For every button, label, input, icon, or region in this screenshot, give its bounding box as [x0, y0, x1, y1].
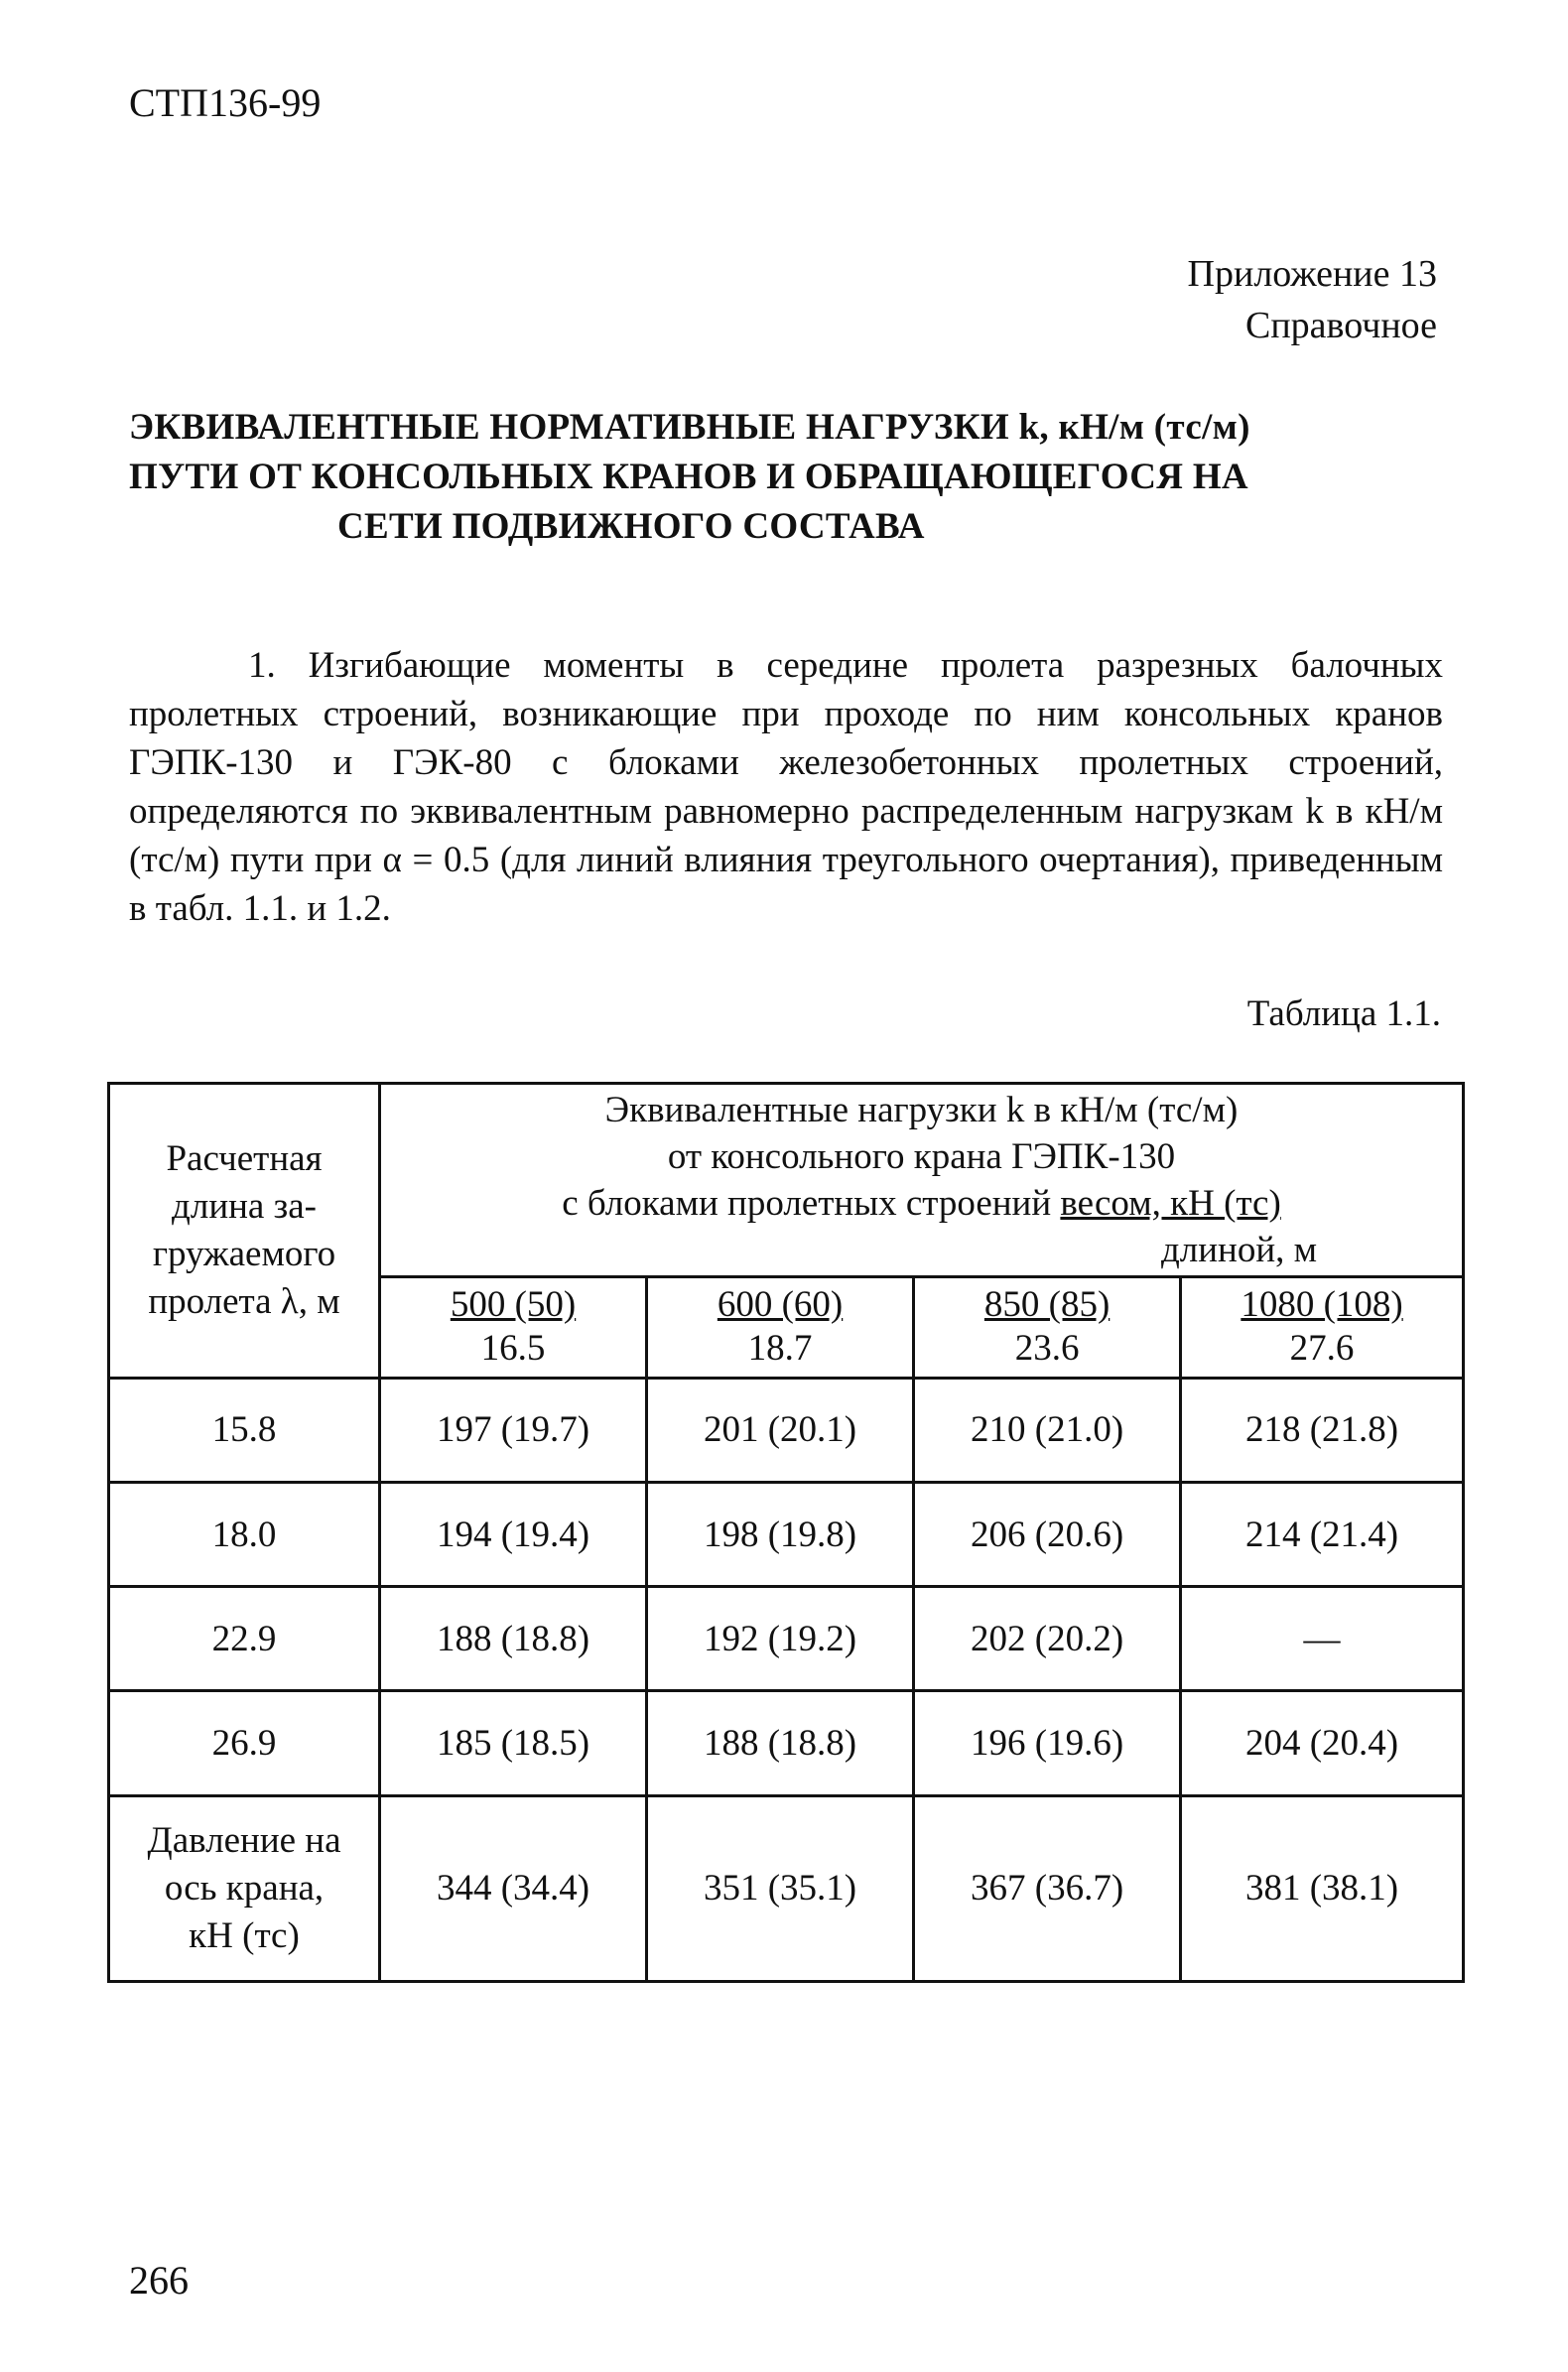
column-header-850 — [914, 1277, 1181, 1378]
title-line-3: СЕТИ ПОДВИЖНОГО СОСТАВА — [337, 506, 925, 547]
value-cell: 188 (18.8) — [380, 1587, 647, 1691]
block-weight: 1080 (108) — [1241, 1284, 1403, 1326]
column-header-1080 — [1181, 1277, 1464, 1378]
title-line-2: ПУТИ ОТ КОНСОЛЬНЫХ КРАНОВ И ОБРАЩАЮЩЕГОСЯ НА — [129, 457, 1248, 497]
span-cell: 15.8 — [109, 1378, 380, 1482]
pressure-label-line: кН (тс) — [189, 1914, 300, 1956]
column-header-600 — [647, 1277, 914, 1378]
span-header-line: гружаемого — [152, 1233, 336, 1274]
load-header-line: от консольного крана ГЭПК-130 — [667, 1136, 1176, 1178]
value-cell: 185 (18.5) — [380, 1691, 647, 1795]
value-cell: 194 (19.4) — [380, 1482, 647, 1586]
span-cell: 22.9 — [109, 1587, 380, 1691]
load-header-line — [381, 1180, 1462, 1227]
value-cell: 204 (20.4) — [1181, 1691, 1464, 1795]
document-code: СТП136-99 — [129, 80, 322, 125]
appendix-type: Справочное — [1244, 305, 1437, 346]
table-row — [109, 1587, 1464, 1691]
title-line-1: ЭКВИВАЛЕНТНЫЕ НОРМАТИВНЫЕ НАГРУЗКИ k, кН/м (тс/м) — [129, 407, 1250, 448]
appendix-label — [1188, 248, 1437, 351]
page-number: 266 — [129, 2258, 189, 2303]
value-cell: 344 (34.4) — [380, 1795, 647, 1981]
span-length-header — [109, 1084, 380, 1379]
table-row — [109, 1378, 1464, 1482]
equivalent-load-header — [380, 1084, 1464, 1277]
table-caption: Таблица 1.1. — [1246, 993, 1441, 1034]
value-cell: 188 (18.8) — [647, 1691, 914, 1795]
table-row-axle-pressure — [109, 1795, 1464, 1981]
pressure-label-line: ось крана, — [164, 1867, 325, 1909]
table-row — [109, 1482, 1464, 1586]
value-cell: 201 (20.1) — [647, 1378, 914, 1482]
block-length: 16.5 — [480, 1328, 546, 1370]
value-cell: 210 (21.0) — [914, 1378, 1181, 1482]
weight-unit-label: весом, кН (тс) — [1060, 1183, 1281, 1225]
value-cell: 192 (19.2) — [647, 1587, 914, 1691]
value-cell: 351 (35.1) — [647, 1795, 914, 1981]
load-header-text: с блоками пролетных строений — [562, 1183, 1052, 1225]
span-header-line: пролета λ, м — [148, 1280, 340, 1322]
column-header-500 — [380, 1277, 647, 1378]
axle-pressure-label — [109, 1795, 380, 1981]
length-unit-label: длиной, м — [1160, 1230, 1318, 1271]
span-cell: 26.9 — [109, 1691, 380, 1795]
table-row — [109, 1691, 1464, 1795]
block-length: 23.6 — [1014, 1328, 1080, 1370]
block-weight: 850 (85) — [983, 1284, 1111, 1326]
value-cell: 381 (38.1) — [1181, 1795, 1464, 1981]
value-cell: 202 (20.2) — [914, 1587, 1181, 1691]
block-length: 27.6 — [1289, 1328, 1355, 1370]
value-cell: 218 (21.8) — [1181, 1378, 1464, 1482]
value-cell: 197 (19.7) — [380, 1378, 647, 1482]
appendix-number: Приложение 13 — [1187, 253, 1437, 295]
block-length: 18.7 — [747, 1328, 813, 1370]
value-cell: — — [1181, 1587, 1464, 1691]
block-weight: 500 (50) — [450, 1284, 577, 1326]
block-weight: 600 (60) — [717, 1284, 844, 1326]
pressure-label-line: Давление на — [147, 1819, 341, 1861]
value-cell: 196 (19.6) — [914, 1691, 1181, 1795]
load-header-line: Эквивалентные нагрузки k в кН/м (тс/м) — [604, 1090, 1239, 1131]
span-header-line: Расчетная — [166, 1137, 323, 1179]
load-table — [107, 1082, 1465, 1983]
value-cell: 206 (20.6) — [914, 1482, 1181, 1586]
span-header-line: длина за- — [172, 1185, 317, 1227]
value-cell: 198 (19.8) — [647, 1482, 914, 1586]
value-cell: 367 (36.7) — [914, 1795, 1181, 1981]
body-paragraph: 1. Изгибающие моменты в середине пролета разрезных балочных пролетных строений, возникающие при проходе по ним консольных кранов ГЭПК-130 и ГЭК-80 с блоками железобетонных пролетных строений, определяются по эквивалентным равномерно распределенным нагрузкам k в кН/м (тс/м) пути при α = 0.5 (для линий влияния треугольного очертания), приведенным в табл. 1.1. и 1.2. — [129, 645, 1443, 929]
span-cell: 18.0 — [109, 1482, 380, 1586]
page-title — [129, 403, 1439, 552]
value-cell: 214 (21.4) — [1181, 1482, 1464, 1586]
